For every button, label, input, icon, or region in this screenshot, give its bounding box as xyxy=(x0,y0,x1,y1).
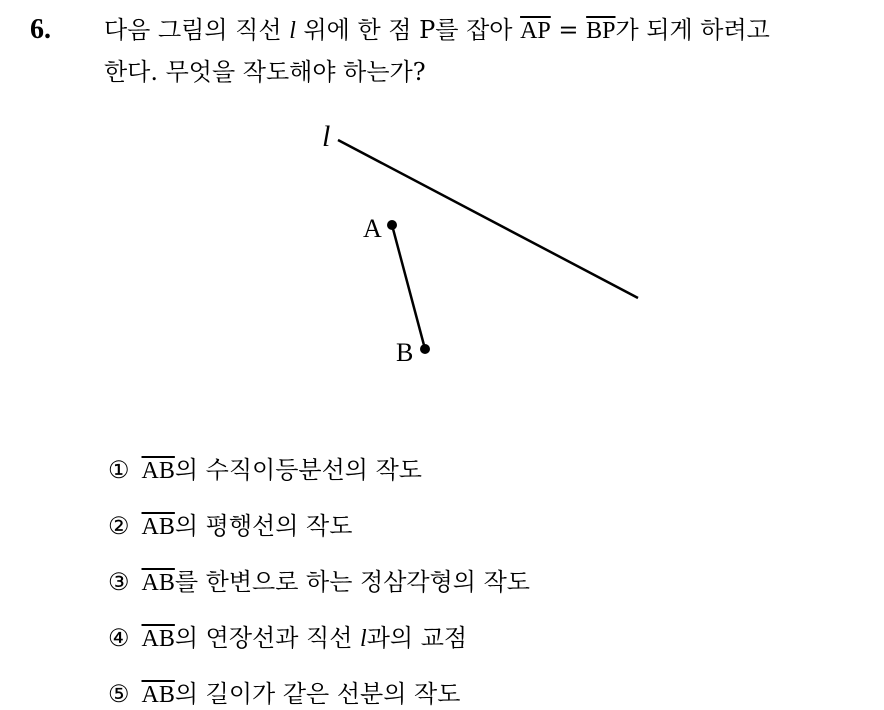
option-text: 의 수직이등분선의 작도 xyxy=(174,456,422,484)
point-b-dot xyxy=(420,344,430,354)
question-text-line-2: 한다. 무엇을 작도해야 하는가? xyxy=(104,58,426,86)
option-text: 를 한변으로 하는 정삼각형의 작도 xyxy=(174,568,530,596)
option-text: 의 길이가 같은 선분의 작도 xyxy=(174,680,461,708)
option-5[interactable] xyxy=(108,682,460,707)
point-a-label: A xyxy=(363,214,382,243)
option-number: ① xyxy=(108,456,130,484)
option-number: ② xyxy=(108,512,130,540)
option-number: ⑤ xyxy=(108,680,130,708)
option-4[interactable] xyxy=(108,626,467,651)
option-text: 의 연장선과 직선 xyxy=(174,624,361,652)
point-a-dot xyxy=(387,220,397,230)
segment-bp: $\overline{BP}$ xyxy=(586,18,616,44)
option-2[interactable] xyxy=(108,514,352,539)
question-number: 6. xyxy=(30,14,51,45)
segment-ab: $\overline{AB}$ xyxy=(141,682,175,708)
option-number: ④ xyxy=(108,624,130,652)
question-text-part: 위에 한 점 P를 잡아 xyxy=(295,16,521,44)
point-b-label: B xyxy=(396,338,414,367)
line-variable: l xyxy=(360,626,367,652)
line-variable: l xyxy=(289,18,296,44)
option-3[interactable] xyxy=(108,570,530,595)
line-l xyxy=(338,140,638,298)
segment-ab: $\overline{AB}$ xyxy=(141,514,175,540)
equals-sign: = xyxy=(550,16,587,44)
segment-ab xyxy=(392,225,425,349)
option-text: 과의 교점 xyxy=(366,624,468,652)
segment-ab: $\overline{AB}$ xyxy=(141,458,175,484)
segment-ab: $\overline{AB}$ xyxy=(141,626,175,652)
option-1[interactable] xyxy=(108,458,422,483)
segment-ap: $\overline{AP}$ xyxy=(520,18,551,44)
question-text-part: 가 되게 하려고 xyxy=(615,16,770,44)
option-number: ③ xyxy=(108,568,130,596)
line-l-label: l xyxy=(322,120,331,153)
question-text-part: 다음 그림의 직선 xyxy=(104,16,290,44)
option-text: 의 평행선의 작도 xyxy=(174,512,353,540)
segment-ab: $\overline{AB}$ xyxy=(141,570,175,596)
